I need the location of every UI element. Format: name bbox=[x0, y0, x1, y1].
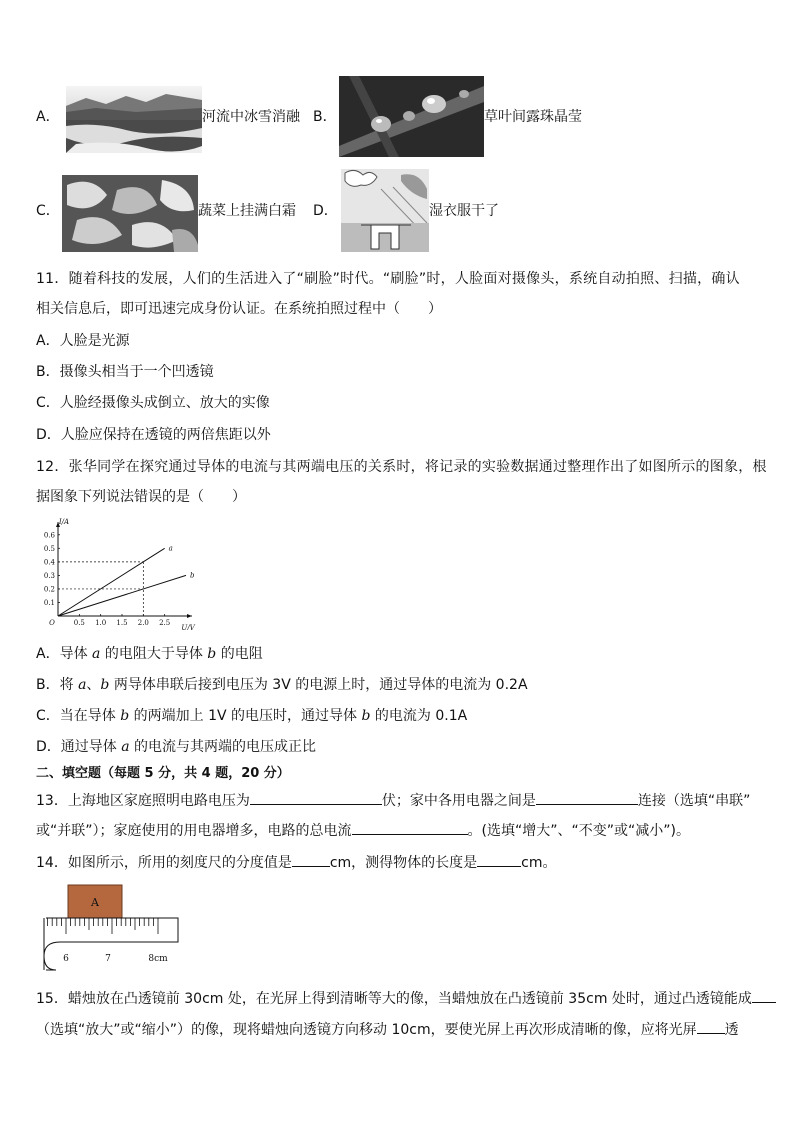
answer-blank[interactable] bbox=[477, 852, 521, 867]
option-letter: C． bbox=[36, 203, 60, 219]
option-c: C．当在导体 b 的两端加上 1V 的电压时，通过导体 b 的电流为 0.1A bbox=[36, 708, 468, 724]
option-b: B．将 a、b 两导体串联后接到电压为 3V 的电源上时，通过导体的电流为 0.2A bbox=[36, 677, 528, 693]
y-tick-label: 0.4 bbox=[43, 558, 55, 567]
river-ice-melting-image bbox=[66, 86, 202, 153]
option-letter: D． bbox=[313, 203, 338, 219]
x-tick-label: 0.5 bbox=[73, 619, 85, 627]
question-stem-line: （选填“放大”或“缩小”）的像，现将蜡烛向透镜方向移动 10cm，要使光屏上再次形成清晰的像，应将光屏 透 bbox=[36, 1019, 739, 1040]
x-axis-label: U/V bbox=[181, 624, 195, 630]
question-stem-line: 相关信息后，即可迅速完成身份认证。在系统拍照过程中（ ） bbox=[36, 301, 442, 317]
series-line-b bbox=[58, 575, 186, 616]
option-b: B．摄像头相当于一个凹透镜 bbox=[36, 364, 214, 380]
answer-blank[interactable] bbox=[752, 988, 776, 1003]
series-label-a: a bbox=[168, 544, 173, 553]
option-text: 湿衣服干了 bbox=[429, 203, 499, 219]
answer-blank[interactable] bbox=[292, 852, 330, 867]
option-text: 蔬菜上挂满白霜 bbox=[198, 203, 296, 219]
question-stem-line: 12．张华同学在探究通过导体的电流与其两端电压的关系时，将记录的实验数据通过整理作出了如图所示的图象，根 bbox=[36, 459, 767, 475]
option-letter: A． bbox=[36, 109, 60, 125]
question-stem-line: 或“并联”）；家庭使用的用电器增多，电路的总电流 。(选填“增大”、“不变”或“减小”)。 bbox=[36, 820, 690, 841]
series-label-b: b bbox=[190, 571, 195, 580]
y-tick-label: 0.3 bbox=[43, 571, 55, 580]
y-tick-label: 0.5 bbox=[43, 544, 55, 553]
x-tick-label: 2.0 bbox=[137, 619, 149, 627]
origin-label: O bbox=[49, 619, 55, 627]
y-tick-label: 0.2 bbox=[43, 585, 55, 594]
ruler-label: 7 bbox=[105, 954, 111, 964]
question-stem-line: 11．随着科技的发展，人们的生活进入了“刷脸”时代。“刷脸”时，人脸面对摄像头，系统自动拍照、扫描，确认 bbox=[36, 271, 740, 287]
x-axis-arrow bbox=[187, 614, 192, 618]
question-stem-line: 14．如图所示，所用的刻度尺的分度值是 cm，测得物体的长度是 cm。 bbox=[36, 852, 557, 873]
answer-blank[interactable] bbox=[697, 1019, 725, 1034]
option-c: C．人脸经摄像头成倒立、放大的实像 bbox=[36, 395, 270, 411]
ruler-label: 8cm bbox=[148, 954, 168, 964]
y-tick-label: 0.1 bbox=[43, 598, 55, 607]
y-tick-label: 0.6 bbox=[43, 531, 55, 540]
answer-blank[interactable] bbox=[250, 790, 382, 805]
section-title: 二、填空题（每题 5 分，共 4 题，20 分） bbox=[36, 766, 290, 781]
dew-on-grass-image bbox=[339, 76, 484, 157]
ruler-label: 6 bbox=[63, 954, 69, 964]
wet-clothes-drying-image bbox=[341, 169, 429, 252]
option-text: 河流中冰雪消融 bbox=[202, 109, 300, 125]
block-label: A bbox=[91, 896, 99, 909]
question-stem-line: 据图象下列说法错误的是（ ） bbox=[36, 489, 246, 505]
x-tick-label: 2.5 bbox=[159, 619, 171, 627]
option-d: D．人脸应保持在透镜的两倍焦距以外 bbox=[36, 427, 271, 443]
x-tick-label: 1.5 bbox=[116, 619, 128, 627]
x-tick-label: 1.0 bbox=[95, 619, 107, 627]
y-axis-label: I/A bbox=[58, 518, 70, 526]
answer-blank[interactable] bbox=[536, 790, 638, 805]
current-voltage-chart bbox=[36, 518, 196, 630]
option-d: D．通过导体 a 的电流与其两端的电压成正比 bbox=[36, 739, 317, 755]
option-text: 草叶间露珠晶莹 bbox=[484, 109, 582, 125]
option-letter: B． bbox=[313, 109, 337, 125]
frost-on-vegetables-image bbox=[62, 175, 198, 252]
option-a: A．导体 a 的电阻大于导体 b 的电阻 bbox=[36, 646, 263, 662]
option-a: A．人脸是光源 bbox=[36, 333, 130, 349]
series-line-a bbox=[58, 548, 165, 616]
question-stem-line: 15．蜡烛放在凸透镜前 30cm 处，在光屏上得到清晰等大的像，当蜡烛放在凸透镜前 35cm 处时，通过凸透镜能成 bbox=[36, 988, 776, 1009]
answer-blank[interactable] bbox=[352, 820, 468, 835]
question-stem-line: 13．上海地区家庭照明电路电压为 伏；家中各用电器之间是 连接（选填“串联” bbox=[36, 790, 750, 811]
ruler-figure bbox=[40, 882, 180, 974]
